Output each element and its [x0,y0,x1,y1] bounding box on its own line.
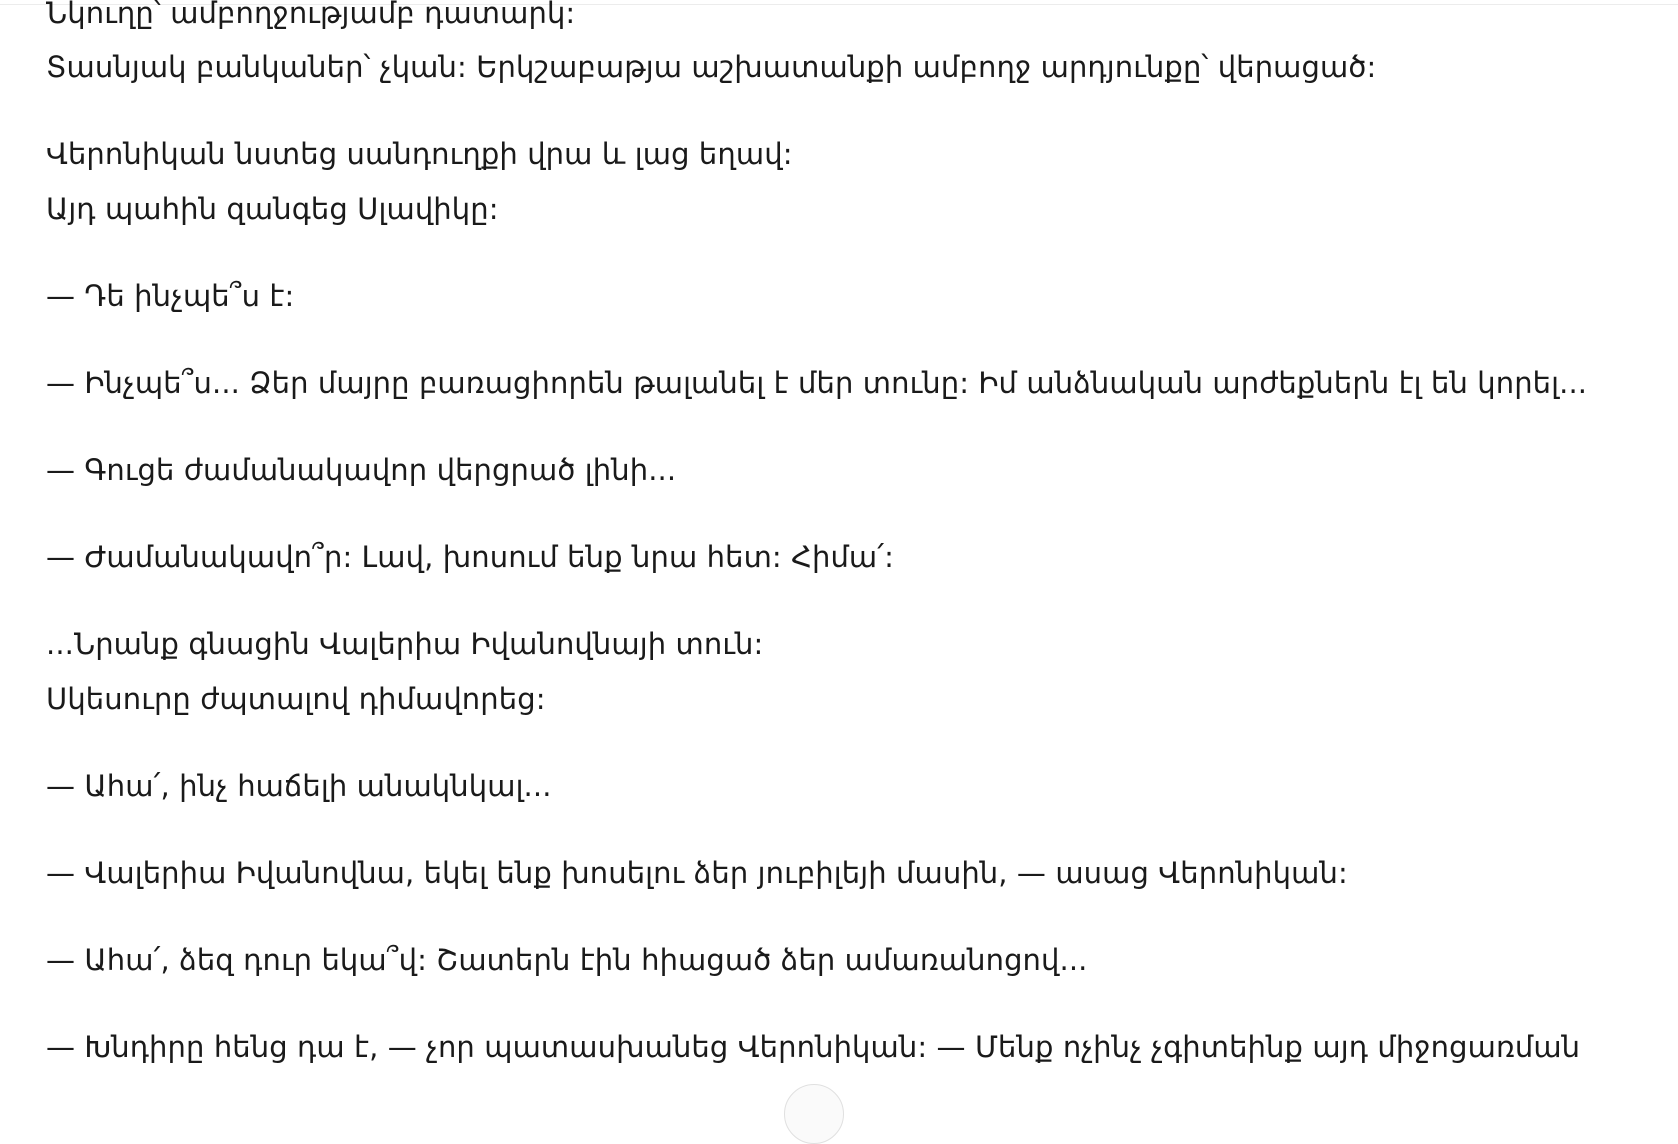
paragraph-line: — Վալերիա Իվանովնա, եկել ենք խոսելու ձեր յուբիլեյի մասին, — ասաց Վերոնիկան: [46,856,1348,890]
paragraph-line: Նկուղը՝ ամբողջությամբ դատարկ: [46,0,576,30]
paragraph-line: Վերոնիկան նստեց սանդուղքի վրա և լաց եղավ: [46,137,793,171]
scroll-to-top-button[interactable] [784,1084,844,1144]
paragraph-line: Սկեսուրը ժպտալով դիմավորեց: [46,682,546,716]
paragraph-line: Այդ պահին զանգեց Սլավիկը: [46,192,499,226]
paragraph-line: — Խնդիրը հենց դա է, — չոր պատասխանեց Վերոնիկան: — Մենք ոչինչ չգիտեինք այդ միջոցառման [46,1030,1581,1064]
paragraph-line: — Ինչպե՞ս... Ձեր մայրը բառացիորեն թալանել է մեր տունը: Իմ անձնական արժեքներն էլ են կորել... [46,366,1588,400]
paragraph-line: ...Նրանք գնացին Վալերիա Իվանովնայի տուն: [46,627,764,661]
paragraph-line: — Դե ինչպե՞ս է: [46,279,295,313]
paragraph-line: — Ահա՛, ձեզ դուր եկա՞վ: Շատերն էին հիացած ձեր ամառանոցով... [46,943,1088,977]
paragraph-line: — Գուցե ժամանակավոր վերցրած լինի... [46,453,677,487]
paragraph-line: — Ժամանակավո՞ր: Լավ, խոսում ենք նրա հետ: Հիմա՛: [46,540,895,574]
paragraph-line: Տասնյակ բանկաներ՝ չկան: Երկշաբաթյա աշխատանքի ամբողջ արդյունքը՝ վերացած: [46,50,1377,84]
paragraph-line: — Ահա՛, ինչ հաճելի անակնկալ... [46,769,552,803]
